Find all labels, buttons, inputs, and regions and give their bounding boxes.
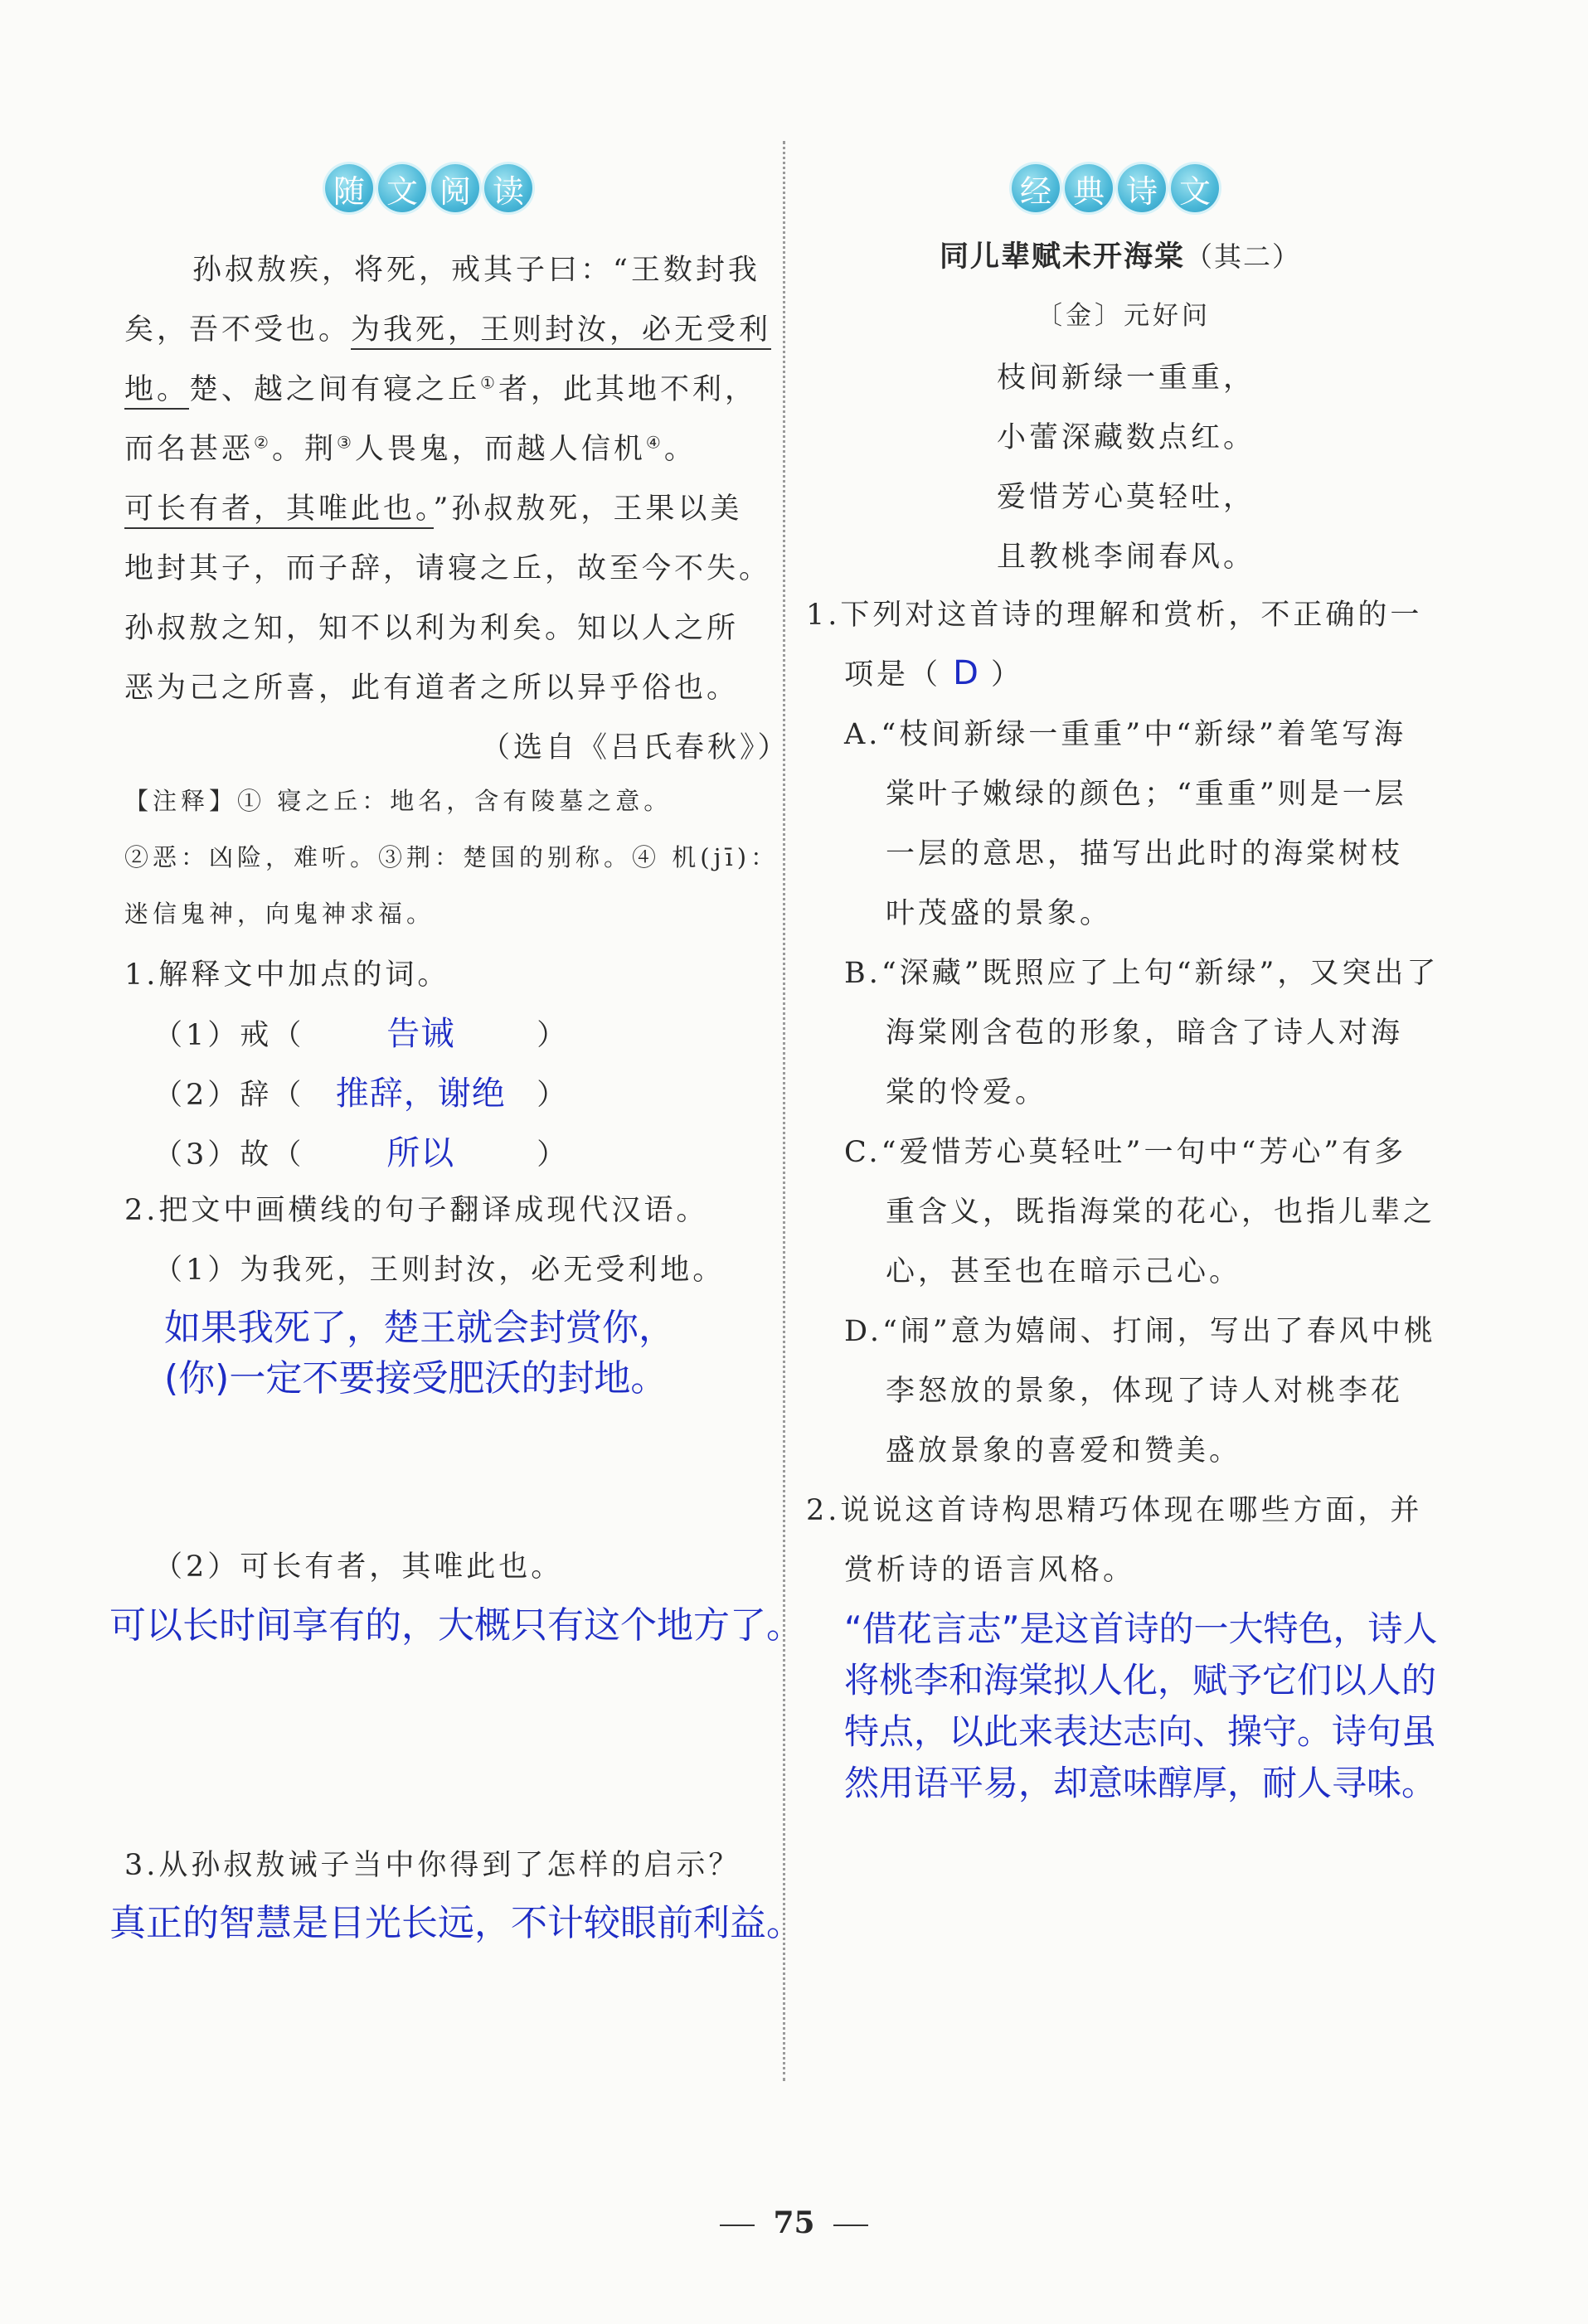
option-b-line-2: 海棠刚含苞的形象，暗含了诗人对海 xyxy=(886,1016,1404,1050)
header-char: 经 xyxy=(1012,164,1060,212)
passage-text: 者，此其地不利， xyxy=(498,373,757,406)
q1-item-label: （3）故（ xyxy=(153,1138,305,1172)
poem-line-3: 爱惜芳心莫轻吐， xyxy=(997,481,1256,514)
underlined-sentence-1: 为我死，王则封汝，必无受利 xyxy=(351,313,771,350)
q1-close: ） xyxy=(991,658,1024,691)
option-c-line-3: 心，甚至也在暗示己心。 xyxy=(886,1255,1242,1288)
passage-line-7: 孙叔敖之知，知不以利为利矣。知以人之所 xyxy=(124,612,740,645)
q1-item-label: （1）戒（ xyxy=(153,1019,305,1052)
annotation-line-3: 迷信鬼神，向鬼神求福。 xyxy=(124,900,435,928)
underlined-sentence-1-end: 地。 xyxy=(124,373,189,410)
poem-author: 〔金〕元好问 xyxy=(1037,301,1211,331)
option-a-line-1: A.“枝间新绿一重重”中“新绿”着笔写海 xyxy=(844,718,1406,751)
passage-text: 人畏鬼，而越人信机 xyxy=(354,433,646,466)
passage-line-1: 孙叔敖疾，将死，戒其子曰：“王数封我 xyxy=(192,254,760,287)
option-d-line-1: D.“闹”意为嬉闹、打闹，写出了春风中桃 xyxy=(844,1315,1436,1348)
column-divider xyxy=(783,141,785,2081)
passage-text: 。荆 xyxy=(271,433,337,466)
annotation-line-1: 【注释】① 寝之丘：地名，含有陵墓之意。 xyxy=(124,787,673,815)
passage-source: （选自《吕氏春秋》） xyxy=(481,731,790,764)
q2-2-answer: 可以长时间享有的，大概只有这个地方了。 xyxy=(109,1604,803,1647)
q1-item-close: ） xyxy=(537,1138,570,1172)
section-header-jingdian xyxy=(1012,164,1219,212)
option-b-line-3: 棠的怜爱。 xyxy=(886,1076,1048,1109)
poem-title-sub: （其二） xyxy=(1185,240,1302,273)
page-number-dash-right xyxy=(833,2225,868,2226)
footnote-marker: ③ xyxy=(336,432,355,453)
option-a-line-2: 棠叶子嫩绿的颜色；“重重”则是一层 xyxy=(886,778,1407,811)
question-2-part-1: （1）为我死，王则封汝，必无受利地。 xyxy=(153,1254,726,1287)
q2-answer-line-3: 特点，以此来表达志向、操守。诗句虽 xyxy=(844,1711,1437,1752)
passage-line-3 xyxy=(124,366,757,408)
passage-line-4 xyxy=(124,426,697,468)
option-a-line-3: 一层的意思，描写出此时的海棠树枝 xyxy=(886,837,1404,871)
q2-answer-line-2: 将桃李和海棠拟人化，赋予它们以人的 xyxy=(844,1660,1437,1701)
poem-line-4: 且教桃李闹春风。 xyxy=(997,541,1256,574)
header-char: 文 xyxy=(378,164,426,212)
right-question-1-line-2 xyxy=(844,652,1023,693)
q1-item-close: ） xyxy=(537,1079,570,1112)
q1-choice-answer: D xyxy=(953,654,979,692)
section-header-suiwen xyxy=(325,164,532,212)
option-c-line-2: 重含义，既指海棠的花心，也指儿辈之 xyxy=(886,1196,1436,1229)
q1-stem: 项是（ xyxy=(844,658,942,691)
right-question-2-line-2: 赏析诗的语言风格。 xyxy=(844,1554,1136,1587)
question-1: 1.解释文中加点的词。 xyxy=(124,958,450,992)
passage-text: 楚、越之间有寝之丘 xyxy=(189,373,481,406)
option-b-line-1: B.“深藏”既照应了上句“新绿”，又突出了 xyxy=(844,957,1440,990)
poem-line-1: 枝间新绿一重重， xyxy=(997,361,1256,395)
question-2: 2.把文中画横线的句子翻译成现代汉语。 xyxy=(124,1194,709,1227)
q1-item-1 xyxy=(153,1007,569,1055)
question-2-part-2: （2）可长有者，其唯此也。 xyxy=(153,1550,564,1584)
q1-item-answer: 所以 xyxy=(386,1134,455,1172)
header-char: 读 xyxy=(484,164,532,212)
q1-item-answer: 推辞，谢绝 xyxy=(335,1075,506,1113)
option-d-line-2: 李怒放的景象，体现了诗人对桃李花 xyxy=(886,1375,1404,1408)
underlined-sentence-2: 可长有者，其唯此也。 xyxy=(124,492,434,529)
passage-line-5 xyxy=(124,486,742,527)
q1-item-close: ） xyxy=(537,1019,570,1052)
header-char: 阅 xyxy=(431,164,479,212)
passage-line-2 xyxy=(124,307,771,348)
header-char: 典 xyxy=(1065,164,1113,212)
q1-item-2 xyxy=(153,1067,569,1114)
q3-answer: 真正的智慧是目光长远，不计较眼前利益。 xyxy=(109,1902,803,1944)
q1-item-3 xyxy=(153,1127,569,1174)
footnote-marker: ④ xyxy=(645,432,664,453)
header-char: 文 xyxy=(1171,164,1219,212)
question-3: 3.从孙叔敖诫子当中你得到了怎样的启示？ xyxy=(124,1849,741,1882)
passage-line-6: 地封其子，而子辞，请寝之丘，故至今不失。 xyxy=(124,552,772,585)
poem-title-text: 同儿辈赋未开海棠 xyxy=(940,240,1186,274)
option-d-line-3: 盛放景象的喜爱和赞美。 xyxy=(886,1434,1242,1468)
option-c-line-1: C.“爱惜芳心莫轻吐”一句中“芳心”有多 xyxy=(844,1136,1407,1169)
poem-title xyxy=(940,234,1301,275)
footnote-marker: ② xyxy=(254,432,272,453)
poem-line-2: 小蕾深藏数点红。 xyxy=(997,421,1256,454)
page-number xyxy=(0,2205,1588,2240)
passage-line-8: 恶为己之所喜，此有道者之所以异乎俗也。 xyxy=(124,672,740,705)
right-question-2-line-1: 2.说说这首诗构思精巧体现在哪些方面，并 xyxy=(806,1494,1423,1527)
q2-1-answer-line-1: 如果我死了，楚王就会封赏你， xyxy=(164,1307,675,1349)
option-a-line-4: 叶茂盛的景象。 xyxy=(886,897,1113,930)
q1-item-answer: 告诫 xyxy=(386,1015,455,1053)
q2-answer-line-4: 然用语平易，却意味醇厚，耐人寻味。 xyxy=(844,1763,1437,1803)
passage-text: 矣，吾不受也。 xyxy=(124,313,352,347)
footnote-marker: ① xyxy=(480,372,498,393)
q1-item-label: （2）辞（ xyxy=(153,1079,305,1112)
annotation-line-2: ②恶：凶险，难听。③荆：楚国的别称。④ 机(jī)： xyxy=(124,843,779,871)
page-number-text: 75 xyxy=(773,2205,815,2240)
passage-text: 而名甚恶 xyxy=(124,433,255,466)
right-question-1-line-1: 1.下列对这首诗的理解和赏析，不正确的一 xyxy=(806,599,1423,632)
passage-text: ”孙叔敖死，王果以美 xyxy=(433,492,743,526)
header-char: 诗 xyxy=(1118,164,1166,212)
page-number-dash-left xyxy=(720,2225,755,2226)
header-char: 随 xyxy=(325,164,373,212)
passage-text: 。 xyxy=(663,433,697,466)
q2-1-answer-line-2: (你)一定不要接受肥沃的封地。 xyxy=(164,1357,668,1400)
q2-answer-line-1: “借花言志”是这首诗的一大特色，诗人 xyxy=(844,1608,1438,1649)
